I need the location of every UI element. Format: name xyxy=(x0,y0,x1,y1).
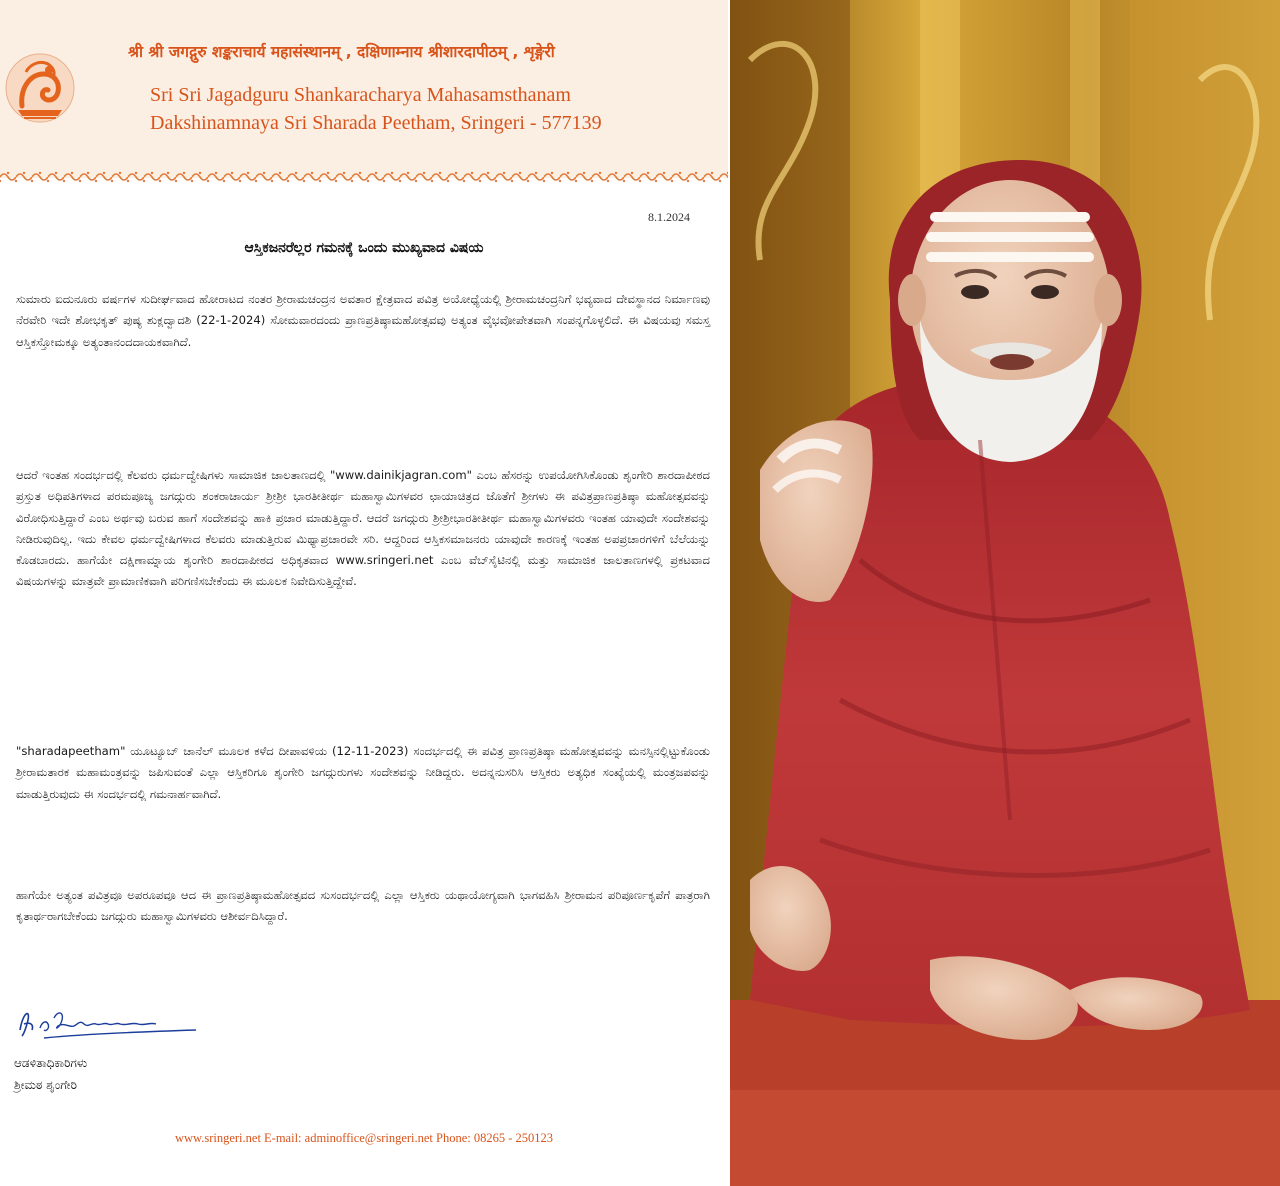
handwritten-signature xyxy=(14,1000,214,1044)
decorative-border xyxy=(0,170,728,184)
signatory-place: ಶ್ರೀಮಠ ಶೃಂಗೇರಿ xyxy=(14,1078,77,1092)
letter-subject: ಆಸ್ತಿಕಜನರೆಲ್ಲರ ಗಮನಕ್ಕೆ ಒಂದು ಮುಖ್ಯವಾದ ವಿಷಯ xyxy=(244,240,484,256)
peetham-emblem-icon xyxy=(4,44,76,134)
signatory-title: ಆಡಳಿತಾಧಿಕಾರಿಗಳು xyxy=(14,1056,88,1070)
letter-paragraph: ಸುಮಾರು ಐದುನೂರು ವರ್ಷಗಳ ಸುದೀರ್ಘವಾದ ಹೋರಾಟದ ನಂತರ ಶ್ರೀರಾಮಚಂದ್ರನ ಅವತಾರ ಕ್ಷೇತ್ರವಾದ ಪವಿತ್ರ ಅಯೋಧ್ಯೆಯಲ್ಲಿ ಶ್ರೀರಾಮಚಂದ್ರನಿಗೆ ಭವ್ಯವಾದ ದೇವಸ್ಥಾನದ ನಿರ್ಮಾಣವು ನೆರವೇರಿ ಇದೇ ಶೋಭಕೃತ್ ಪುಷ್ಯ ಶುಕ್ಲದ್ವಾದಶಿ (22-1-2024) ಸೋಮವಾರದಂದು ಪ್ರಾಣಪ್ರತಿಷ್ಠಾಮಹೋತ್ಸವವು ಅತ್ಯಂತ ವೈಭವೋಪೇತವಾಗಿ ಸಂಪನ್ನಗೊಳ್ಳಲಿದೆ. ಈ ವಿಷಯವು ಸಮಸ್ತ ಆಸ್ತಿಕಸ್ತೋಮಕ್ಕೂ ಅತ್ಯಂತಾನಂದದಾಯಕವಾಗಿದೆ. xyxy=(16,292,710,349)
letterhead-english-title: Sri Sri Jagadguru Shankaracharya Mahasamsthanam xyxy=(150,84,571,106)
letterhead-sanskrit-title: श्री श्री जगद्गुरु शङ्कराचार्य महासंस्थानम् , दक्षिणाम्नाय श्रीशारदापीठम् , शृङ्गेरी xyxy=(128,43,555,61)
letter-paragraph: ಆದರೆ ಇಂತಹ ಸಂದರ್ಭದಲ್ಲಿ ಕೆಲವರು ಧರ್ಮದ್ವೇಷಿಗಳು ಸಾಮಾಜಿಕ ಜಾಲತಾಣದಲ್ಲಿ "www.dainikjagran.com" ಎಂಬ ಹೆಸರನ್ನು ಉಪಯೋಗಿಸಿಕೊಂಡು ಶೃಂಗೇರಿ ಶಾರದಾಪೀಠದ ಪ್ರಸ್ತುತ ಅಧಿಪತಿಗಳಾದ ಪರಮಪೂಜ್ಯ ಜಗದ್ಗುರು ಶಂಕರಾಚಾರ್ಯ ಶ್ರೀಶ್ರೀ ಭಾರತೀತೀರ್ಥ ಮಹಾಸ್ವಾಮಿಗಳವರ ಛಾಯಾಚಿತ್ರದ ಜೊತೆಗೆ ಶ್ರೀಗಳು ಈ ಪವಿತ್ರಪ್ರಾಣಪ್ರತಿಷ್ಠಾ ಮಹೋತ್ಸವವನ್ನು ವಿರೋಧಿಸುತ್ತಿದ್ದಾರೆ ಎಂಬ ಅರ್ಥವು ಬರುವ ಹಾಗೆ ಸಂದೇಶವನ್ನು ಹಾಕಿ ಪ್ರಚಾರ ಮಾಡುತ್ತಿದ್ದಾರೆ. ಆದರೆ ಜಗದ್ಗುರು ಶ್ರೀಶ್ರೀಭಾರತೀತೀರ್ಥ ಮಹಾಸ್ವಾಮಿಗಳವರು ಇಂತಹ ಯಾವುದೇ ಸಂದೇಶವನ್ನು ನೀಡಿರುವುದಿಲ್ಲ. ಇದು ಕೇವಲ ಧರ್ಮದ್ವೇಷಿಗಳಾದ ಕೆಲವರು ಮಾಡುತ್ತಿರುವ ಮಿಥ್ಯಾಪ್ರಚಾರವೇ ಸರಿ. ಆದ್ದರಿಂದ ಆಸ್ತಿಕಸಮಾಜನರು ಯಾವುದೇ ಕಾರಣಕ್ಕೆ ಇಂತಹ ಅಪಪ್ರಚಾರಗಳಿಗೆ ಬೆಲೆಯನ್ನು ಕೊಡಬಾರದು. ಹಾಗೆಯೇ ದಕ್ಷಿಣಾಮ್ನಾಯ ಶೃಂಗೇರಿ ಶಾರದಾಪೀಠದ ಅಧಿಕೃತವಾದ www.sringeri.net ಎಂಬ ವೆಬ್‌ಸೈಟಿನಲ್ಲಿ ಮತ್ತು ಸಾಮಾಜಿಕ ಜಾಲತಾಣಗಳಲ್ಲಿ ಪ್ರಕಟವಾದ ವಿಷಯಗಳನ್ನು ಮಾತ್ರವೇ ಪ್ರಾಮಾಣಿಕವಾಗಿ ಪರಿಗಣಿಸಬೇಕೆಂದು ಈ ಮೂಲಕ ನಿವೇದಿಸುತ್ತಿದ್ದೇವೆ. xyxy=(16,468,710,589)
letterhead-english-address: Dakshinamnaya Sri Sharada Peetham, Sringeri - 577139 xyxy=(150,112,602,134)
swamiji-photo xyxy=(730,0,1280,1186)
letterhead xyxy=(0,0,728,178)
letter-paragraph: "sharadapeetham" ಯೂಟ್ಯೂಬ್ ಚಾನೆಲ್ ಮೂಲಕ ಕಳೆದ ದೀಪಾವಳಿಯ (12-11-2023) ಸಂದರ್ಭದಲ್ಲಿ ಈ ಪವಿತ್ರ ಪ್ರಾಣಪ್ರತಿಷ್ಠಾ ಮಹೋತ್ಸವವನ್ನು ಮನಸ್ಸಿನಲ್ಲಿಟ್ಟುಕೊಂಡು ಶ್ರೀರಾಮತಾರಕ ಮಹಾಮಂತ್ರವನ್ನು ಜಪಿಸುವಂತೆ ಎಲ್ಲಾ ಆಸ್ತಿಕರಿಗೂ ಶೃಂಗೇರಿ ಜಗದ್ಗುರುಗಳು ಸಂದೇಶವನ್ನು ನೀಡಿದ್ದರು. ಅದನ್ನನುಸರಿಸಿ ಆಸ್ತಿಕರು ಅತ್ಯಧಿಕ ಸಂಖ್ಯೆಯಲ್ಲಿ ಮಂತ್ರಜಪವನ್ನು ಮಾಡುತ್ತಿರುವುದು ಈ ಸಂದರ್ಭದಲ್ಲಿ ಗಮನಾರ್ಹವಾಗಿದೆ. xyxy=(16,744,710,801)
letter-footer-contact: www.sringeri.net E-mail: adminoffice@sringeri.net Phone: 08265 - 250123 xyxy=(174,1131,554,1145)
letter-paragraph: ಹಾಗೆಯೇ ಅತ್ಯಂತ ಪವಿತ್ರವೂ ಅಪರೂಪವೂ ಆದ ಈ ಪ್ರಾಣಪ್ರತಿಷ್ಠಾಮಹೋತ್ಸವದ ಸುಸಂದರ್ಭದಲ್ಲಿ ಎಲ್ಲಾ ಆಸ್ತಿಕರು ಯಥಾಯೋಗ್ಯವಾಗಿ ಭಾಗವಹಿಸಿ ಶ್ರೀರಾಮನ ಪರಿಪೂರ್ಣಕೃಪೆಗೆ ಪಾತ್ರರಾಗಿ ಕೃತಾರ್ಥರಾಗಬೇಕೆಂದು ಜಗದ್ಗುರು ಮಹಾಸ್ವಾಮಿಗಳವರು ಆಶೀರ್ವದಿಸಿದ್ದಾರೆ. xyxy=(16,888,710,924)
letter-date: 8.1.2024 xyxy=(648,210,690,224)
